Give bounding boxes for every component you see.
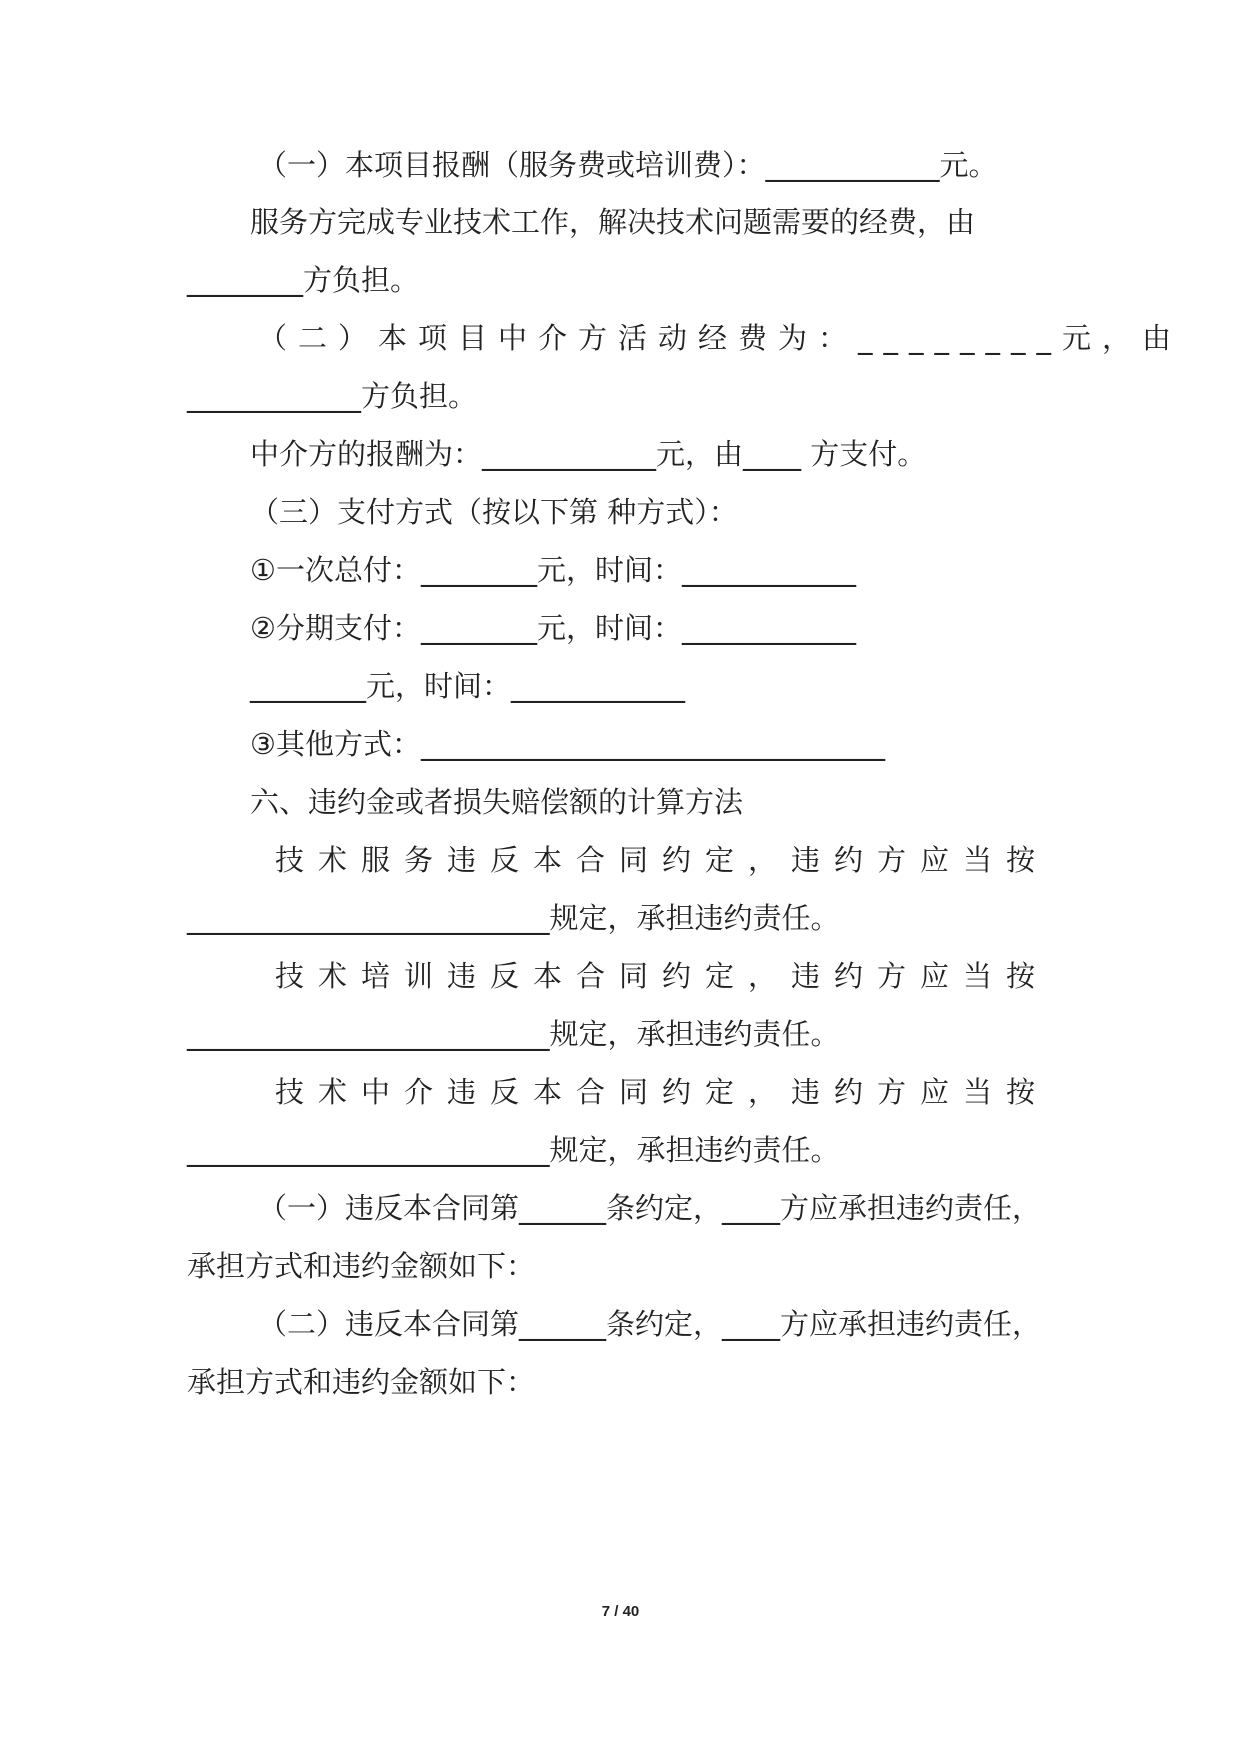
breach-clause-one-line: （一）违反本合同第______条约定，____方应承担违约责任， [258, 1191, 1042, 1225]
breach-clause-one-terms-line: 承担方式和违约金额如下： [187, 1249, 536, 1283]
tech-training-liability-line: _________________________规定，承担违约责任。 [187, 1017, 840, 1051]
payment-installment-continued-line: ________元，时间：____________ [250, 669, 686, 703]
service-cost-line: 服务方完成专业技术工作，解决技术问题需要的经费，由 [250, 205, 976, 239]
tech-service-breach-line: 技术服务违反本合同约定，违约方应当按 [275, 843, 1050, 877]
tech-intermediary-breach-line: 技术中介违反本合同约定，违约方应当按 [275, 1075, 1050, 1109]
section-six-heading: 六、违约金或者损失赔偿额的计算方法 [250, 785, 744, 819]
tech-training-breach-line: 技术培训违反本合同约定，违约方应当按 [275, 959, 1050, 993]
fee-remuneration-line: （一）本项目报酬（服务费或培训费）：____________元。 [258, 148, 998, 182]
tech-intermediary-liability-line: _________________________规定，承担违约责任。 [187, 1133, 840, 1167]
breach-clause-two-line: （二）违反本合同第______条约定，____方应承担违约责任， [258, 1307, 1042, 1341]
tech-service-liability-line: _________________________规定，承担违约责任。 [187, 901, 840, 935]
breach-clause-two-terms-line: 承担方式和违约金额如下： [187, 1365, 536, 1399]
payment-installment-line: ②分期支付：________元，时间：____________ [250, 611, 856, 645]
page-number: 7 / 40 [601, 1603, 640, 1620]
payment-lump-sum-line: ①一次总付：________元，时间：____________ [250, 553, 856, 587]
intermediary-expense-bearer-line: ____________方负担。 [187, 379, 478, 413]
service-cost-bearer-line: ________方负担。 [187, 263, 420, 297]
intermediary-expense-line: （二）本项目中介方活动经费为：________元，由 [258, 321, 1183, 355]
intermediary-remuneration-line: 中介方的报酬为：____________元，由____ 方支付。 [250, 437, 927, 471]
payment-other-line: ③其他方式：________________________________ [250, 727, 885, 761]
payment-method-heading: （三）支付方式（按以下第 种方式）： [250, 495, 738, 529]
